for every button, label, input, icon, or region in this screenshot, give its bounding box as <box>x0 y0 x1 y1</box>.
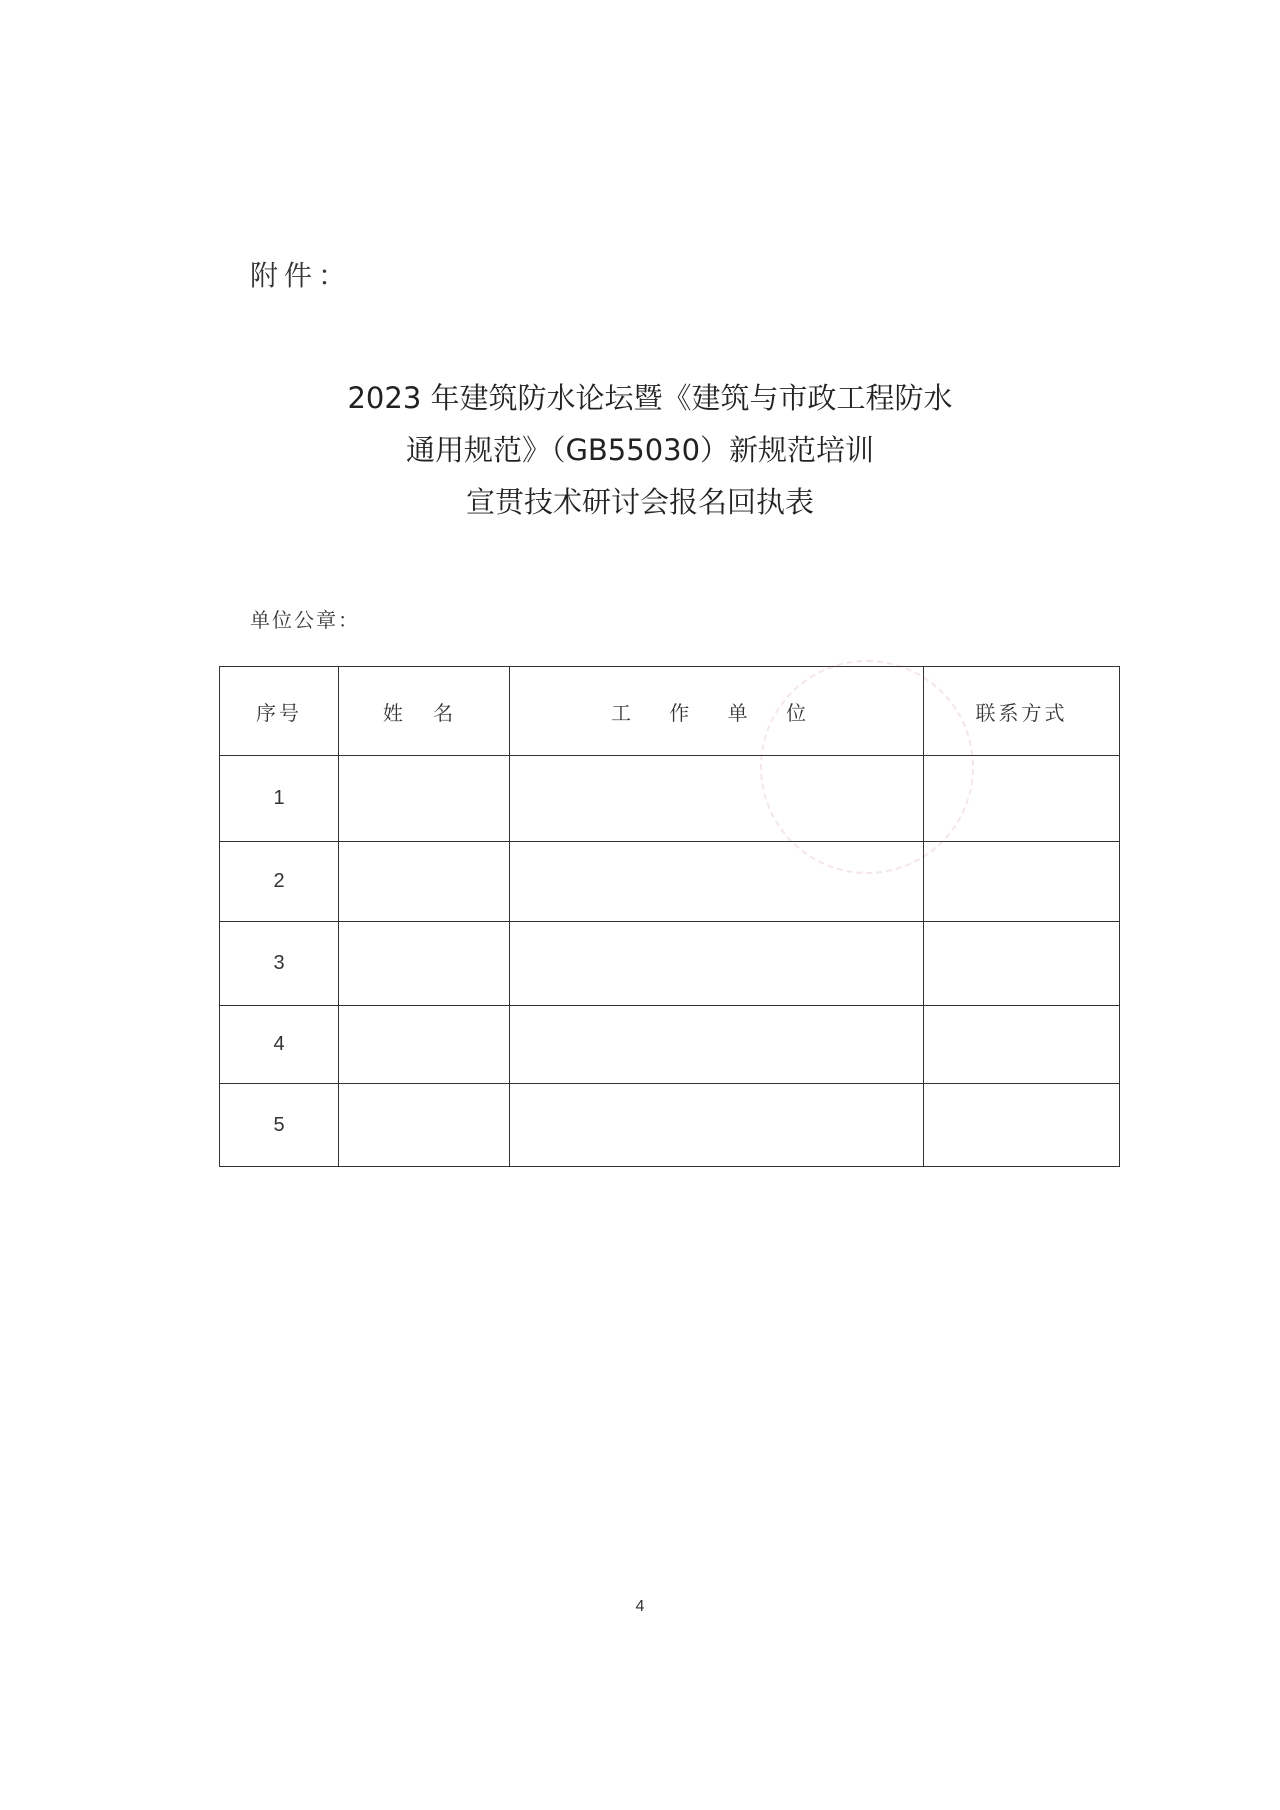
title-line-1: 2023 年建筑防水论坛暨《建筑与市政工程防水 <box>347 381 953 415</box>
header-organization: 工 作 单 位 <box>510 667 924 756</box>
contact-cell[interactable] <box>924 1084 1120 1167</box>
name-cell[interactable] <box>339 922 510 1006</box>
title-line-3: 宣贯技术研讨会报名回执表 <box>465 485 814 519</box>
header-contact: 联系方式 <box>924 667 1120 756</box>
page-number: 4 <box>635 1598 645 1615</box>
row-index: 1 <box>220 756 339 842</box>
organization-cell[interactable] <box>510 842 924 922</box>
name-cell[interactable] <box>339 1084 510 1167</box>
organization-cell[interactable] <box>510 1006 924 1084</box>
organization-cell[interactable] <box>510 922 924 1006</box>
contact-cell[interactable] <box>924 842 1120 922</box>
contact-cell[interactable] <box>924 1006 1120 1084</box>
unit-seal-label: 单位公章： <box>250 608 360 632</box>
row-index: 3 <box>220 922 339 1006</box>
title-line-2: 通用规范》（GB55030）新规范培训 <box>405 433 875 467</box>
name-cell[interactable] <box>339 842 510 922</box>
row-index: 5 <box>220 1084 339 1167</box>
row-index: 4 <box>220 1006 339 1084</box>
table-header-row <box>220 667 1120 756</box>
header-name: 姓 名 <box>339 667 510 756</box>
table-row <box>220 842 1120 922</box>
name-cell[interactable] <box>339 756 510 842</box>
attachment-label: 附件： <box>250 259 353 292</box>
contact-cell[interactable] <box>924 756 1120 842</box>
name-cell[interactable] <box>339 1006 510 1084</box>
table-row <box>220 1006 1120 1084</box>
document-title <box>0 372 1280 528</box>
organization-cell[interactable] <box>510 756 924 842</box>
row-index: 2 <box>220 842 339 922</box>
header-index: 序号 <box>220 667 339 756</box>
contact-cell[interactable] <box>924 922 1120 1006</box>
organization-cell[interactable] <box>510 1084 924 1167</box>
table-row <box>220 922 1120 1006</box>
table-row <box>220 1084 1120 1167</box>
registration-table <box>219 666 1120 1167</box>
table-row <box>220 756 1120 842</box>
